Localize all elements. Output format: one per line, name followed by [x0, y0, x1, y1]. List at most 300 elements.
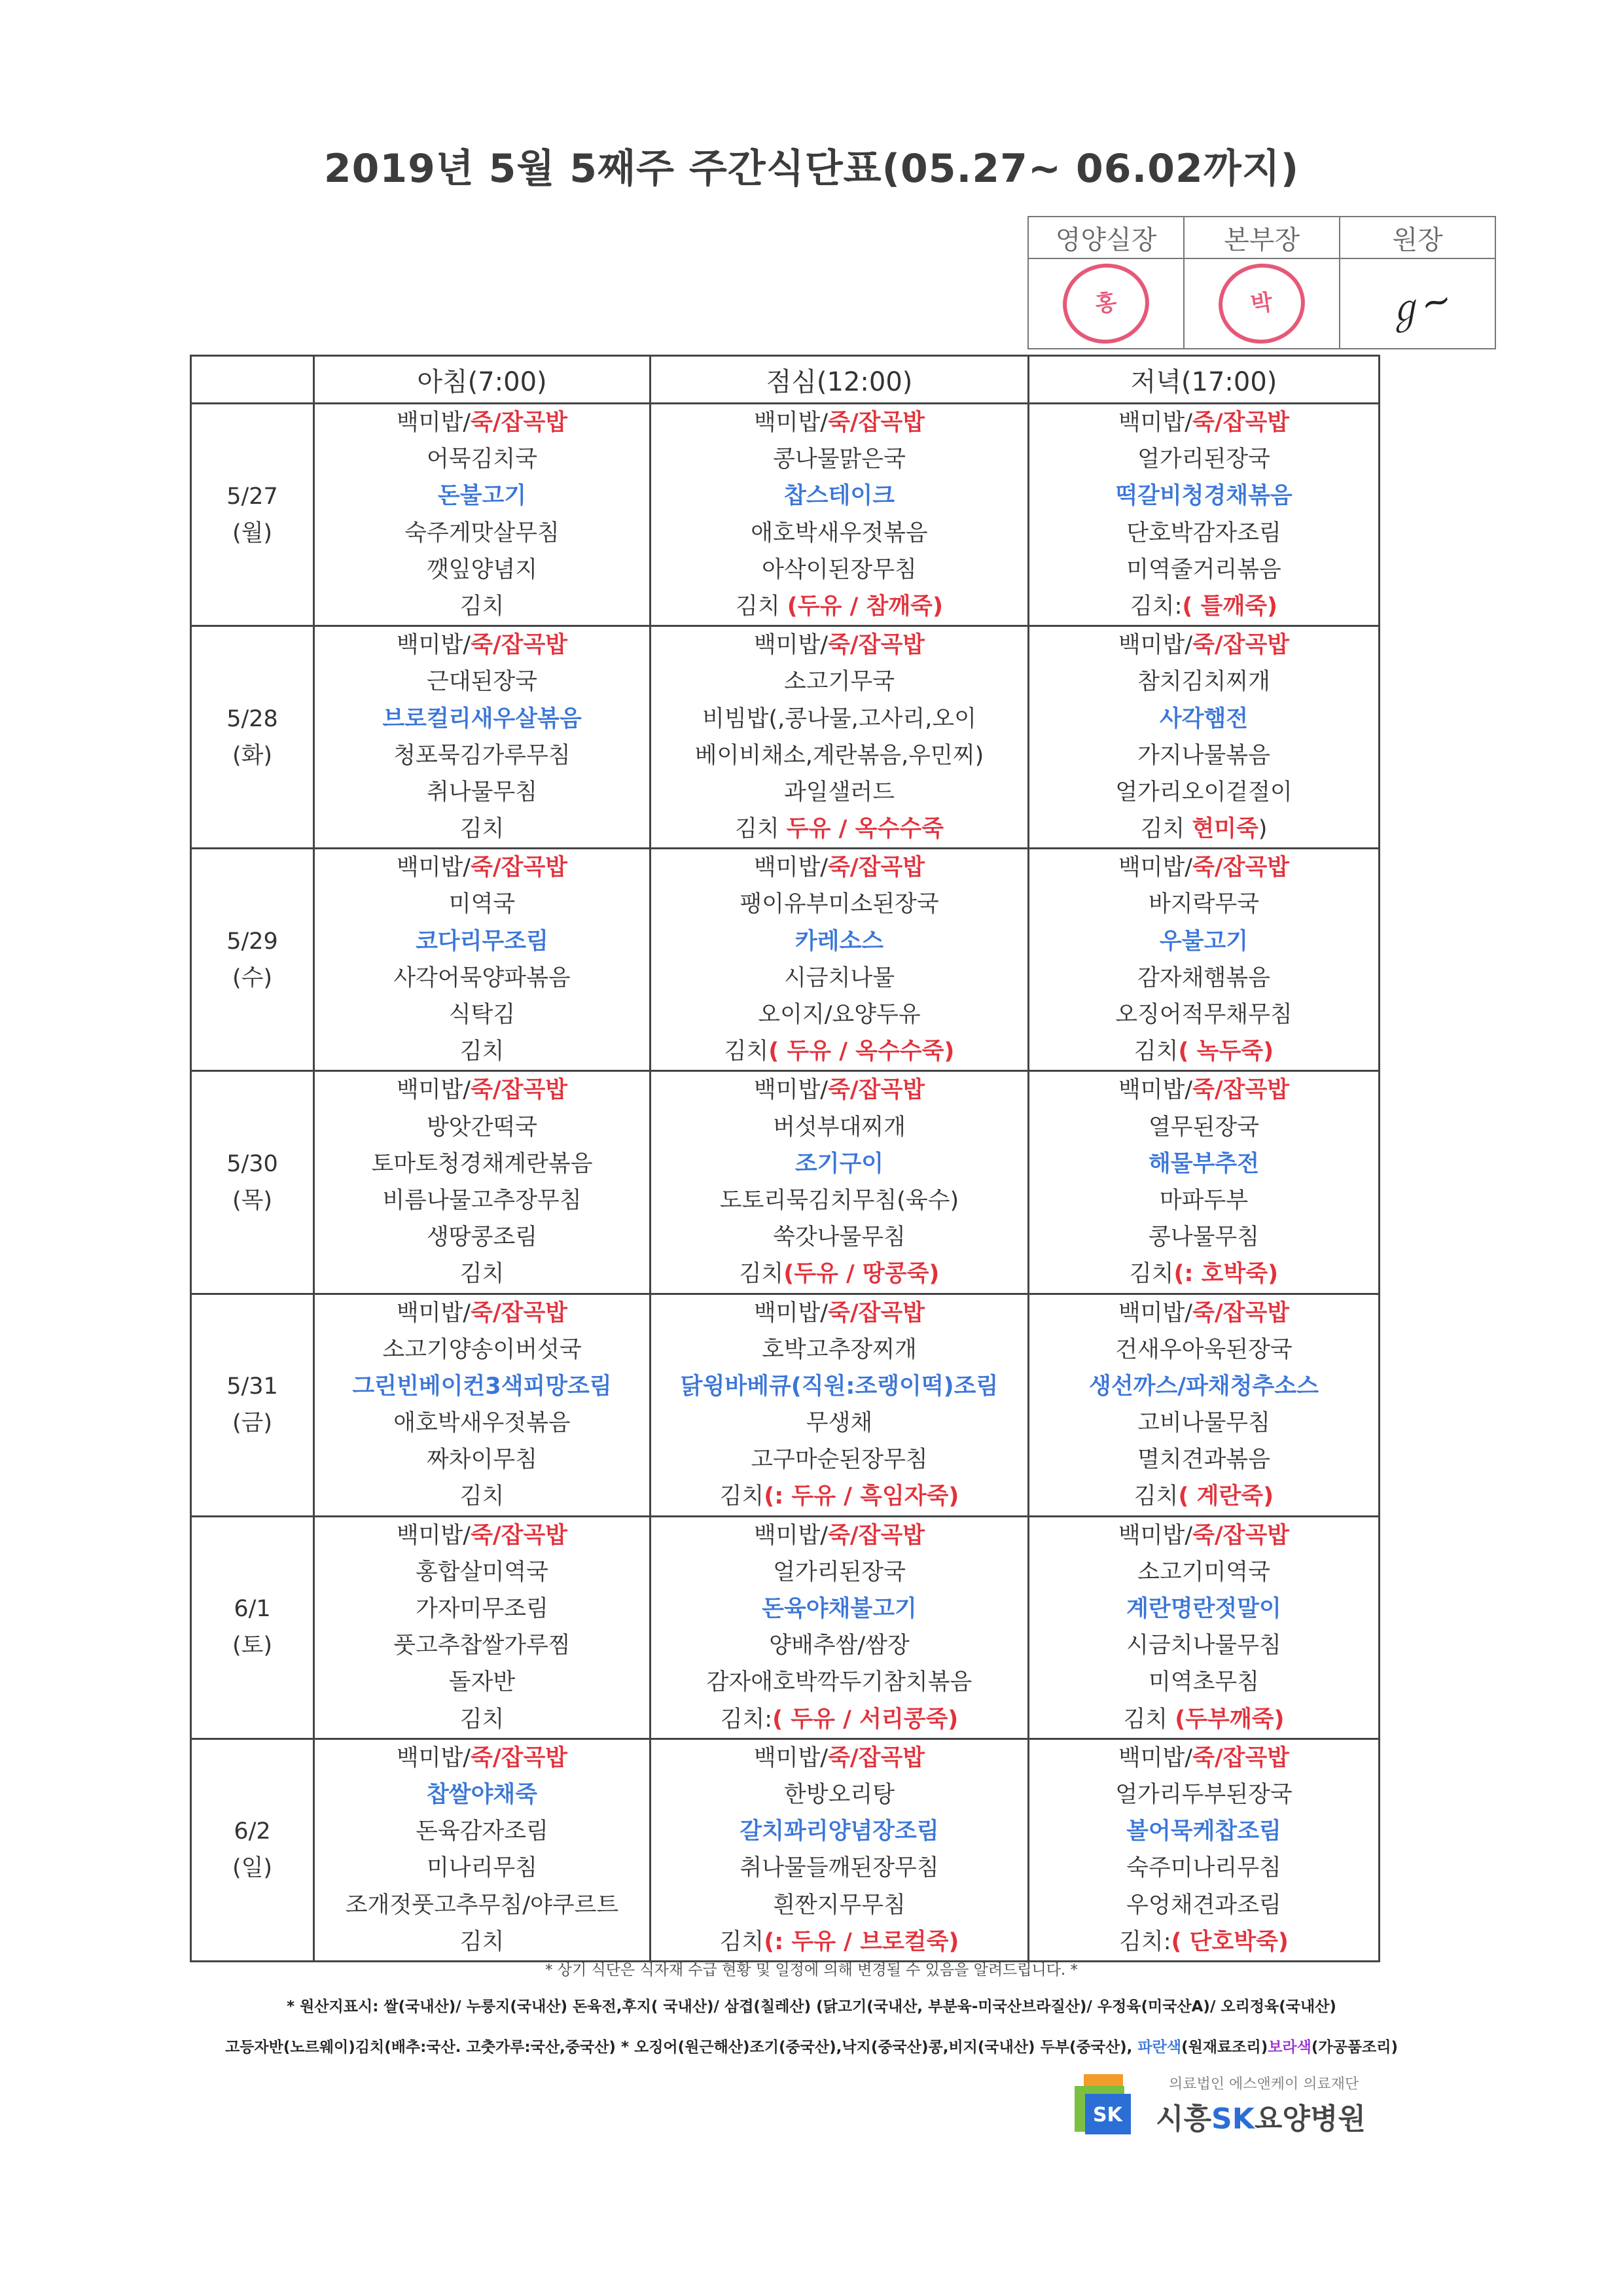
menu-item-text: 건새우아욱된장국 [1115, 1336, 1293, 1363]
menu-item [1029, 1887, 1378, 1924]
menu-item-text: 브로컬리새우살볶음 [382, 705, 582, 732]
menu-item [651, 701, 1027, 737]
menu-item-text: 짜차이무침 [426, 1447, 538, 1474]
date-label: 5/27 [226, 483, 278, 510]
menu-item [315, 997, 649, 1033]
menu-item [651, 849, 1027, 886]
menu-item-text: 팽이유부미소된장국 [740, 891, 939, 918]
approval-director: 본부장 [1184, 217, 1340, 258]
menu-item-text: 생땅콩조림 [426, 1224, 538, 1251]
menu-item-text: 김치 [1133, 1483, 1179, 1510]
breakfast-cell [314, 1071, 651, 1294]
legend-purple: 보라색 [1268, 2039, 1311, 2056]
weekday-label: (금) [232, 1410, 273, 1437]
menu-item-text: 열무된장국 [1148, 1114, 1260, 1140]
menu-item-text: 백미밥/ [396, 855, 471, 881]
origin-text: 고등자반(노르웨이)김치(배추:국산. 고춧가루:국산,중국산) * 오징어(원근해산)조기(중국산),낙지(중국산)콩,비지(국내산) 두부(중국산), [225, 2039, 1138, 2056]
menu-item [315, 1850, 649, 1886]
menu-item [315, 515, 649, 552]
menu-item-text: 김치 [1123, 1706, 1175, 1733]
menu-item [1029, 1627, 1378, 1664]
menu-item-text: 백미밥/ [753, 1077, 829, 1104]
menu-item-text: 생선까스/파채청추소스 [1089, 1373, 1319, 1400]
approval-hospital-head: 원장 [1340, 217, 1495, 258]
menu-item [315, 627, 649, 663]
menu-item [1029, 478, 1378, 514]
menu-item [315, 1924, 649, 1960]
menu-item [1029, 886, 1378, 923]
menu-item-text: ( 녹두죽) [1178, 1038, 1274, 1065]
menu-item-text: 김치 [735, 816, 787, 843]
approval-stamp-cell-2 [1184, 258, 1340, 349]
menu-item [1029, 1591, 1378, 1627]
menu-item-text: 백미밥/ [753, 855, 829, 881]
weekday-label: (화) [232, 742, 273, 769]
menu-item [1029, 1146, 1378, 1182]
menu-item [651, 1072, 1027, 1108]
day-row [191, 849, 1380, 1071]
hospital-logo-icon [1071, 2074, 1133, 2137]
menu-item [1029, 1368, 1378, 1405]
menu-item-text: (: 호박죽) [1173, 1261, 1279, 1288]
menu-item [315, 1627, 649, 1664]
menu-item-text: 식탁김 [448, 1002, 516, 1028]
menu-item-text: 얼가리두부된장국 [1115, 1781, 1293, 1808]
menu-item-text: 백미밥/ [1118, 1522, 1193, 1549]
menu-item [1029, 1033, 1378, 1070]
date-cell [191, 1739, 314, 1961]
dinner-cell [1029, 404, 1380, 626]
header-dinner: 저녁(17:00) [1029, 356, 1380, 404]
menu-item-text: 한방오리탕 [783, 1781, 895, 1808]
menu-item-text: (두유 / 땅콩죽) [783, 1261, 940, 1288]
menu-item-text: 김치 [459, 1928, 505, 1955]
menu-item [315, 1332, 649, 1368]
approval-stamp: 박 [1213, 258, 1310, 349]
breakfast-cell [314, 1294, 651, 1516]
menu-item-text: 오이지/요양두유 [758, 1002, 921, 1028]
menu-item-text: 베이비채소,계란볶음,우민찌) [694, 742, 984, 769]
lunch-cell [651, 404, 1029, 626]
menu-item-text: 도토리묵김치무침(육수) [719, 1187, 959, 1214]
day-row [191, 1294, 1380, 1516]
menu-item [651, 1256, 1027, 1292]
menu-item [651, 960, 1027, 997]
menu-item [1029, 849, 1378, 886]
menu-item-text: 찹쌀야채죽 [426, 1781, 538, 1808]
menu-item-text: 시금치나물무침 [1126, 1633, 1281, 1659]
menu-item-text: ( 두유 / 서리콩죽) [772, 1706, 959, 1733]
menu-item-text: 계란명란젓말이 [1126, 1596, 1281, 1622]
menu-item-text: 죽/잡곡밥 [1192, 1299, 1290, 1326]
dinner-cell [1029, 1294, 1380, 1516]
menu-item [315, 1813, 649, 1850]
date-cell [191, 404, 314, 626]
menu-item-text: 김치: [720, 1706, 773, 1733]
menu-item [1029, 1701, 1378, 1738]
menu-item [651, 923, 1027, 960]
menu-item [651, 1591, 1027, 1627]
menu-item-text: 백미밥/ [396, 1077, 471, 1104]
menu-item [1029, 663, 1378, 700]
change-notice: * 상기 식단은 식자재 수급 현황 및 일정에 의해 변경될 수 있음을 알려드립니다. * [544, 1962, 1079, 1979]
date-cell [191, 1516, 314, 1739]
menu-item-text: 백미밥/ [1118, 1077, 1193, 1104]
menu-item [315, 663, 649, 700]
menu-item-text: 김치 [459, 816, 505, 843]
menu-item-text: 우불고기 [1159, 928, 1249, 955]
menu-item-text: 비름나물고추장무침 [382, 1187, 582, 1214]
dinner-cell [1029, 849, 1380, 1071]
origin-info-line-2 [0, 2035, 1623, 2057]
menu-item [315, 701, 649, 737]
menu-item [315, 774, 649, 811]
menu-item [651, 627, 1027, 663]
menu-item [315, 1219, 649, 1256]
menu-item-text: 죽/잡곡밥 [471, 1744, 568, 1771]
menu-item-text: 김치 [1129, 1261, 1174, 1288]
menu-item-text: 백미밥/ [396, 1299, 471, 1326]
menu-item-text: 가지나물볶음 [1137, 742, 1270, 769]
menu-item-text: 김치 [1140, 816, 1192, 843]
breakfast-cell [314, 404, 651, 626]
origin-info-line-1: * 원산지표시: 쌀(국내산)/ 누룽지(국내산) 돈육전,후지( 국내산)/ 삼겹(칠레산) (닭고기(국내산, 부분육-미국산브라질산)/ 우정육(미국산A)/ 오리정육(국내산) [287, 1998, 1336, 2015]
menu-item-text: ( 두유 / 옥수수죽) [768, 1038, 955, 1065]
menu-item [651, 1368, 1027, 1405]
date-cell [191, 626, 314, 849]
header-lunch: 점심(12:00) [651, 356, 1029, 404]
menu-item [1029, 588, 1378, 625]
menu-item [1029, 1295, 1378, 1332]
menu-item-text: 방앗간떡국 [426, 1114, 538, 1140]
menu-item [1029, 627, 1378, 663]
menu-item-text: 감자채햄볶음 [1137, 964, 1270, 991]
menu-item-text: 흰짠지무무침 [773, 1892, 906, 1918]
menu-item-text: 근대된장국 [426, 669, 538, 696]
menu-item-text: 시금치나물 [783, 964, 895, 991]
menu-item-text: 죽/잡곡밥 [1192, 632, 1290, 659]
menu-item-text: 콩나물맑은국 [773, 446, 906, 473]
menu-item [315, 1478, 649, 1515]
menu-item [315, 478, 649, 514]
menu-item [315, 1256, 649, 1292]
menu-item [315, 1295, 649, 1332]
menu-item-text: 우엉채견과조림 [1126, 1892, 1281, 1918]
menu-item-text: 죽/잡곡밥 [471, 1077, 568, 1104]
menu-item-text: 조기구이 [794, 1150, 884, 1177]
menu-item [651, 1664, 1027, 1701]
menu-item-text: 비빔밥(,콩나물,고사리,오이 [702, 705, 976, 732]
menu-item-text: 감자애호박깍두기참치볶음 [706, 1669, 972, 1696]
menu-item-text: 김치 [736, 593, 787, 620]
menu-item-text: 풋고추찹쌀가루찜 [393, 1633, 571, 1659]
menu-item-text: 양배추쌈/쌈장 [769, 1633, 910, 1659]
menu-item-text: 백미밥/ [396, 632, 471, 659]
logo-mark-text: SK [1093, 2104, 1122, 2127]
menu-item [1029, 1740, 1378, 1776]
menu-header-row [191, 356, 1380, 404]
menu-item-text: 죽/잡곡밥 [828, 1744, 925, 1771]
menu-item-text: 죽/잡곡밥 [471, 410, 568, 436]
menu-item [1029, 737, 1378, 774]
menu-item [1029, 1182, 1378, 1219]
menu-item-text: 가자미무조림 [416, 1596, 548, 1622]
menu-item-text: ( 계란죽) [1178, 1483, 1274, 1510]
menu-item [651, 1850, 1027, 1886]
menu-item-text: 취나물들깨된장무침 [740, 1855, 939, 1882]
menu-item-text: (두부깨죽) [1175, 1706, 1285, 1733]
menu-item [651, 1813, 1027, 1850]
menu-item-text: 죽/잡곡밥 [828, 1522, 925, 1549]
breakfast-cell [314, 1516, 651, 1739]
menu-item [315, 588, 649, 625]
breakfast-cell [314, 1739, 651, 1961]
breakfast-cell [314, 626, 651, 849]
menu-item [1029, 923, 1378, 960]
lunch-cell [651, 849, 1029, 1071]
menu-item-text: 애호박새우젓볶음 [751, 520, 928, 546]
menu-item-text: (: 두유 / 브로컬죽) [764, 1928, 959, 1955]
menu-item-text: 그린빈베이컨3색피망조림 [352, 1373, 612, 1400]
dinner-cell [1029, 1516, 1380, 1739]
menu-item-text: 무생채 [806, 1410, 873, 1437]
menu-item [651, 515, 1027, 552]
menu-item [651, 1924, 1027, 1960]
legend-purple-note: (가공품조리) [1311, 2039, 1398, 2056]
menu-item-text: 깻잎양념지 [426, 556, 538, 583]
menu-item-text: 죽/잡곡밥 [1192, 410, 1290, 436]
menu-item-text: 어묵김치국 [426, 446, 538, 473]
menu-item-text: 돌자반 [448, 1669, 516, 1696]
menu-item [651, 1627, 1027, 1664]
menu-item [315, 1368, 649, 1405]
menu-item-text: 김치 [459, 1706, 505, 1733]
weekday-label: (월) [232, 520, 273, 546]
menu-item [651, 1146, 1027, 1182]
menu-item-text: 숙주미나리무침 [1126, 1855, 1281, 1882]
menu-item [315, 960, 649, 997]
weekly-menu-table [190, 355, 1380, 1962]
menu-item-text: 백미밥/ [396, 410, 471, 436]
menu-item-text: 백미밥/ [396, 1744, 471, 1771]
menu-item [651, 1033, 1027, 1070]
menu-item-text: 김치 [739, 1261, 784, 1288]
menu-item [1029, 1554, 1378, 1591]
menu-item-text: 미역줄거리볶음 [1126, 556, 1281, 583]
approval-box [1027, 216, 1496, 349]
menu-item-text: 떡갈비청경채볶음 [1115, 483, 1293, 510]
menu-item-text: 김치 [459, 1261, 505, 1288]
menu-item-text: 토마토청경채계란볶음 [371, 1150, 593, 1177]
menu-item-text: 단호박감자조림 [1126, 520, 1281, 546]
menu-item-text: 백미밥/ [753, 410, 829, 436]
menu-item-text: ( 단호박죽) [1171, 1928, 1289, 1955]
day-row [191, 1516, 1380, 1739]
menu-item [651, 1554, 1027, 1591]
date-label: 5/28 [226, 705, 278, 732]
menu-item-text: 찹스테이크 [783, 483, 895, 510]
menu-item-text: 소고기미역국 [1137, 1559, 1270, 1585]
day-row [191, 1739, 1380, 1961]
menu-item-text: 숙주게맛살무침 [404, 520, 560, 546]
menu-item-text: 홍합살미역국 [416, 1559, 548, 1585]
menu-item [651, 1332, 1027, 1368]
logo-name [1156, 2095, 1366, 2137]
menu-item-text: 사각햄전 [1159, 705, 1249, 732]
menu-item-text: 돈불고기 [437, 483, 527, 510]
menu-item [1029, 811, 1378, 847]
menu-item-text: 볼어묵케찹조림 [1126, 1818, 1281, 1845]
menu-item-text: 바지락무국 [1148, 891, 1260, 918]
menu-item-text: 백미밥/ [1118, 1299, 1193, 1326]
menu-item [315, 1701, 649, 1738]
menu-item-text: 버섯부대찌개 [773, 1114, 906, 1140]
menu-item [651, 737, 1027, 774]
menu-item-text: 닭윙바베큐(직원:조랭이떡)조림 [680, 1373, 999, 1400]
menu-item [1029, 1664, 1378, 1701]
menu-item-text: 백미밥/ [1118, 855, 1193, 881]
menu-item [315, 1887, 649, 1924]
menu-item [651, 1517, 1027, 1554]
date-label: 5/29 [226, 928, 278, 955]
menu-item [1029, 404, 1378, 441]
menu-item-text: 마파두부 [1159, 1187, 1249, 1214]
menu-item [1029, 1441, 1378, 1478]
menu-item [315, 1182, 649, 1219]
menu-item-text: 김치: [1119, 1928, 1171, 1955]
menu-item-text: ( 틀깨죽) [1182, 593, 1278, 620]
menu-item [651, 774, 1027, 811]
menu-item-text: (: 두유 / 흑임자죽) [764, 1483, 959, 1510]
menu-item-text: 김치 [459, 593, 505, 620]
legend-blue-note: (원재료조리) [1181, 2039, 1268, 2056]
menu-item [315, 1664, 649, 1701]
menu-item [1029, 1850, 1378, 1886]
weekday-label: (목) [232, 1187, 273, 1214]
menu-item [1029, 552, 1378, 588]
menu-item-text: 얼가리된장국 [1137, 446, 1270, 473]
menu-item-text: 돈육야채불고기 [762, 1596, 917, 1622]
logo-name-prefix: 시흥 [1156, 2102, 1212, 2136]
weekday-label: (수) [232, 964, 273, 991]
menu-item [651, 588, 1027, 625]
menu-item-text: 죽/잡곡밥 [1192, 855, 1290, 881]
menu-item [315, 811, 649, 847]
date-cell [191, 1071, 314, 1294]
menu-item [1029, 1924, 1378, 1960]
menu-item [651, 811, 1027, 847]
menu-item-text: 소고기양송이버섯국 [382, 1336, 582, 1363]
menu-item-text: 고구마순된장무침 [751, 1447, 928, 1474]
menu-item-text: 백미밥/ [1118, 410, 1193, 436]
menu-item [651, 1441, 1027, 1478]
menu-item-text: 사각어묵양파볶음 [393, 964, 571, 991]
menu-item [651, 886, 1027, 923]
menu-item [1029, 1478, 1378, 1515]
menu-item [651, 1182, 1027, 1219]
menu-item [315, 1776, 649, 1813]
menu-item [651, 1478, 1027, 1515]
lunch-cell [651, 1739, 1029, 1961]
logo-name-suffix: 요양병원 [1254, 2102, 1366, 2136]
menu-item-text: 죽/잡곡밥 [828, 855, 925, 881]
menu-item [315, 1591, 649, 1627]
menu-item-text: 과일샐러드 [783, 779, 895, 805]
menu-item [651, 1887, 1027, 1924]
menu-item-text: 조개젓풋고추무침/야쿠르트 [345, 1892, 619, 1918]
menu-item [651, 1219, 1027, 1256]
menu-item [651, 1701, 1027, 1738]
menu-item [315, 737, 649, 774]
menu-item [651, 1109, 1027, 1146]
menu-item-text: 얼가리된장국 [773, 1559, 906, 1585]
menu-item [1029, 1517, 1378, 1554]
dinner-cell [1029, 1739, 1380, 1961]
menu-item [1029, 1072, 1378, 1108]
menu-item [315, 1740, 649, 1776]
menu-item-text: 코다리무조림 [416, 928, 548, 955]
menu-item [315, 441, 649, 478]
menu-item [651, 1776, 1027, 1813]
menu-item [1029, 1405, 1378, 1441]
menu-item-text: 돈육감자조림 [416, 1818, 548, 1845]
menu-item-text: 죽/잡곡밥 [1192, 1077, 1290, 1104]
weekday-label: (토) [232, 1633, 273, 1659]
menu-item-text: 얼가리오이겉절이 [1115, 779, 1293, 805]
menu-item [315, 1072, 649, 1108]
menu-item [315, 1109, 649, 1146]
lunch-cell [651, 1294, 1029, 1516]
day-row [191, 626, 1380, 849]
menu-item-text: 김치 [719, 1483, 764, 1510]
signature: ℊ~ [1380, 277, 1457, 336]
menu-item-text: 김치 [459, 1038, 505, 1065]
menu-item [315, 1554, 649, 1591]
menu-item [1029, 1332, 1378, 1368]
menu-item-text: 김치 [724, 1038, 769, 1065]
menu-item-text: 두유 / 옥수수죽 [786, 816, 944, 843]
menu-item-text: 백미밥/ [1118, 632, 1193, 659]
menu-item [315, 886, 649, 923]
day-row [191, 1071, 1380, 1294]
page-title: 2019년 5월 5째주 주간식단표(05.27~ 06.02까지) [323, 146, 1300, 192]
menu-item-text: 백미밥/ [753, 1744, 829, 1771]
menu-item-text: 죽/잡곡밥 [1192, 1522, 1290, 1549]
menu-item-text: 백미밥/ [1118, 1744, 1193, 1771]
hospital-logo [1071, 2068, 1398, 2146]
dinner-cell [1029, 1071, 1380, 1294]
legend-blue: 파란색 [1137, 2039, 1182, 2056]
menu-item-text: 죽/잡곡밥 [828, 1077, 925, 1104]
menu-item [315, 923, 649, 960]
menu-item-text: 아삭이된장무침 [762, 556, 917, 583]
menu-item-text: 김치 [719, 1928, 764, 1955]
menu-item-text: 죽/잡곡밥 [471, 632, 568, 659]
approval-signature-cell [1340, 258, 1495, 349]
approval-nutrition-chief: 영양실장 [1028, 217, 1184, 258]
menu-item-text: 참치김치찌개 [1137, 669, 1270, 696]
menu-item-text: 멸치견과볶음 [1137, 1447, 1270, 1474]
menu-item-text: 죽/잡곡밥 [828, 632, 925, 659]
menu-item-text: 취나물무침 [426, 779, 538, 805]
menu-item [315, 1033, 649, 1070]
menu-item [315, 1405, 649, 1441]
menu-item-text: ) [1258, 816, 1268, 843]
menu-item [651, 1405, 1027, 1441]
menu-item-text: 오징어적무채무침 [1115, 1002, 1293, 1028]
menu-item-text: 백미밥/ [753, 632, 829, 659]
menu-item [651, 1740, 1027, 1776]
